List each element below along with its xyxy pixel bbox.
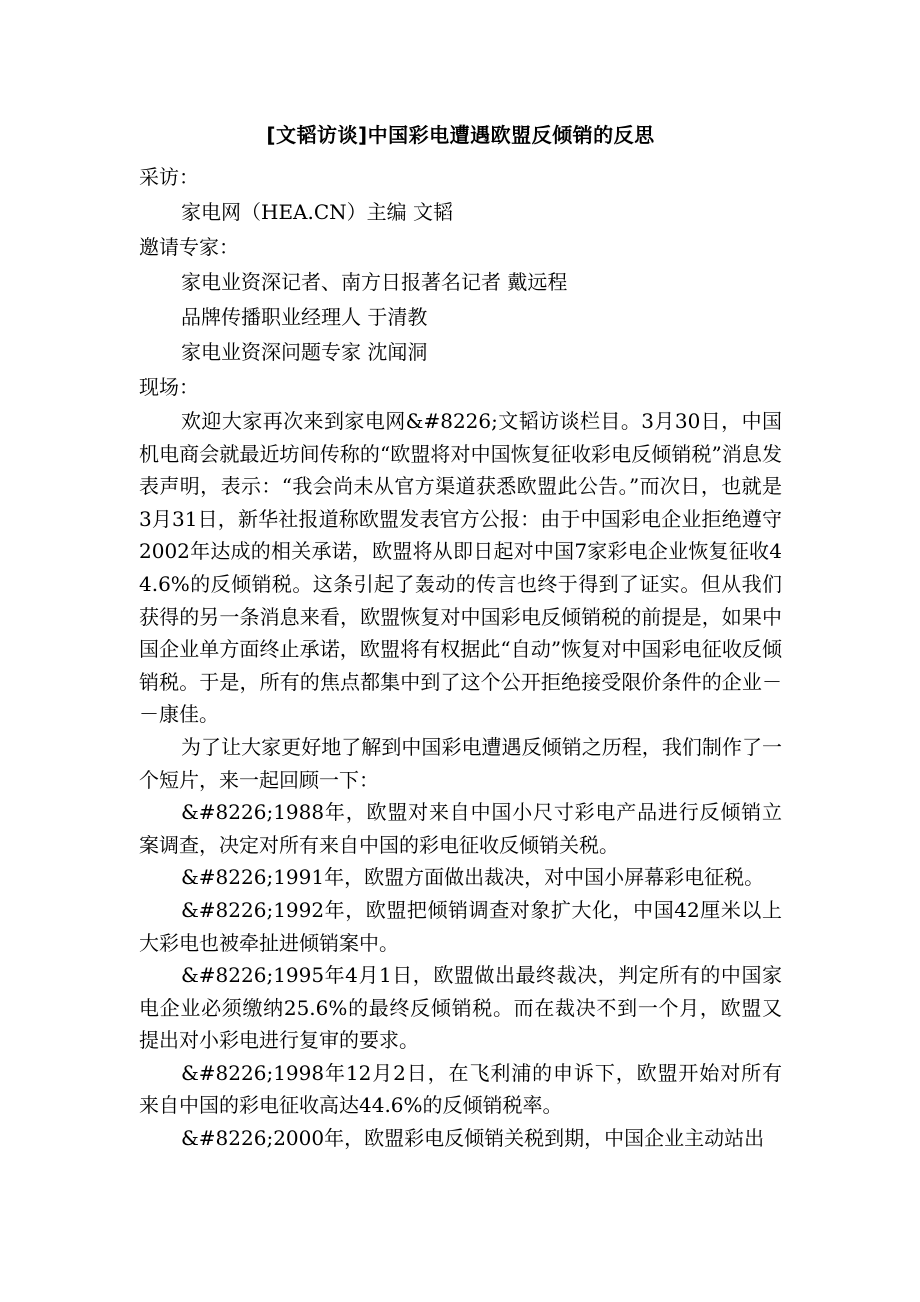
document-title: [文韬访谈]中国彩电遭遇欧盟反倾销的反思 [266, 123, 655, 147]
expert-item: 品牌传播职业经理人 于清教 [181, 305, 428, 329]
timeline-item: &#8226;1991年，欧盟方面做出裁决，对中国小屏幕彩电征税。 [181, 865, 765, 890]
timeline-item: &#8226;1998年12月2日，在飞利浦的申诉下，欧盟开始对所有来自中国的彩电征收高达44.6%的反倾销税率。 [139, 1060, 782, 1118]
timeline-item: &#8226;1988年，欧盟对来自中国小尺寸彩电产品进行反倾销立案调查，决定对所有来自中国的彩电征收反倾销关税。 [139, 800, 782, 857]
experts-label: 邀请专家： [139, 235, 239, 259]
timeline-item: &#8226;2000年，欧盟彩电反倾销关税到期，中国企业主动站出 [181, 1126, 765, 1151]
interview-label: 采访： [139, 165, 199, 189]
timeline-item: &#8226;1992年，欧盟把倾销调查对象扩大化，中国42厘米以上大彩电也被牵扯进倾销案中。 [139, 897, 782, 955]
paragraph: 为了让大家更好地了解到中国彩电遭遇反倾销之历程，我们制作了一个短片，来一起回顾一下： [139, 734, 782, 792]
expert-item: 家电业资深问题专家 沈闻洞 [181, 340, 428, 364]
timeline-item: &#8226;1995年4月1日，欧盟做出最终裁决，判定所有的中国家电企业必须缴纳25.6%的最终反倾销税。而在裁决不到一个月，欧盟又提出对小彩电进行复审的要求。 [139, 963, 782, 1053]
expert-item: 家电业资深记者、南方日报著名记者 戴远程 [181, 270, 568, 294]
document-body [139, 118, 782, 1155]
scene-label: 现场： [139, 375, 199, 399]
interviewer-line: 家电网（HEA.CN）主编 文韬 [181, 200, 454, 224]
paragraph: 欢迎大家再次来到家电网&#8226;文韬访谈栏目。3月30日，中国机电商会就最近坊间传称的“欧盟将对中国恢复征收彩电反倾销税”消息发表声明，表示：“我会尚未从官方渠道获悉欧盟此公告。”而次日，也就是3月31日，新华社报道称欧盟发表官方公报：由于中国彩电企业拒绝遵守2002年达成的相关承诺，欧盟将从即日起对中国7家彩电企业恢复征收44.6%的反倾销税。这条引起了轰动的传言也终于得到了证实。但从我们获得的另一条消息来看，欧盟恢复对中国彩电反倾销税的前提是，如果中国企业单方面终止承诺，欧盟将有权据此“自动”恢复对中国彩电征收反倾销税。于是，所有的焦点都集中到了这个公开拒绝接受限价条件的企业－－康佳。 [139, 409, 782, 727]
